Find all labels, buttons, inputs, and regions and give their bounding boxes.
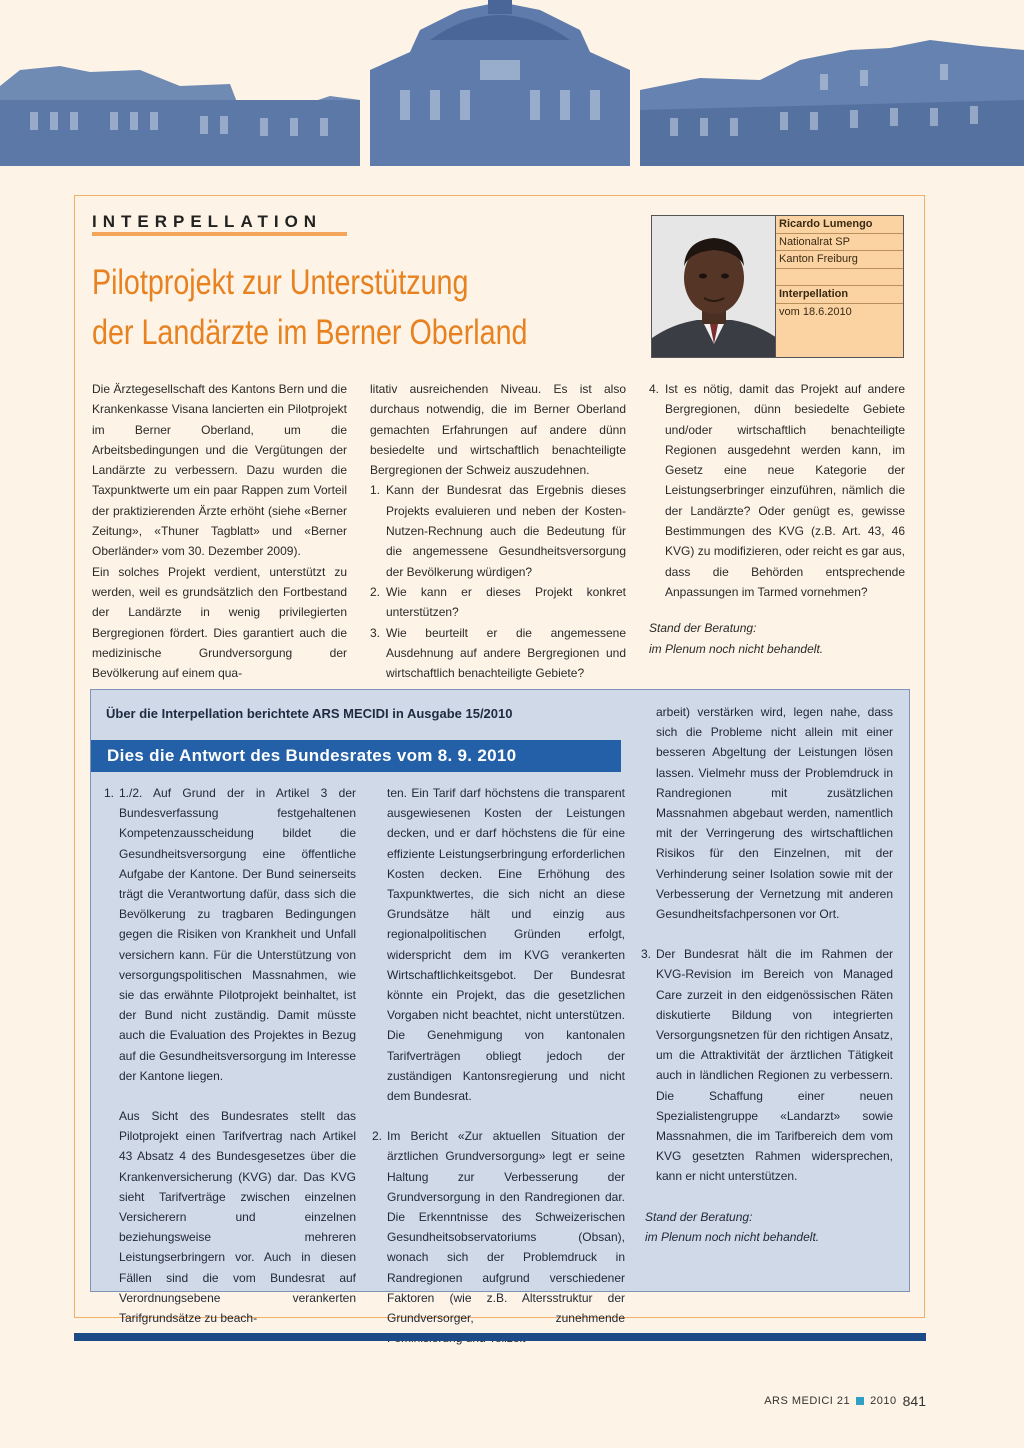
question-number: 1. (370, 483, 381, 498)
article-column-2 (370, 379, 626, 683)
footer-square-icon (856, 1397, 864, 1405)
answer-paragraph: Aus Sicht des Bundesrates stellt das Pilotprojekt einen Tarifvertrag nach Artikel 43 Absatz 4 des Bundesgesetzes über die Krankenversicherung (KVG) dar. Das KVG sieht Tarifverträge zwischen einzelnen Versicherern und einzelnen beziehungsweise mehreren Leistungserbringern vor. Auch in diesen Fällen sind die vom Bundesrat auf Verordnungsebene verankerten Tarifgrundsätze zu beach- (119, 1109, 356, 1326)
answer-number: 1. (104, 786, 115, 800)
answer-number: 3. (641, 947, 652, 962)
answer-text: Im Bericht «Zur aktuellen Situation der ärztlichen Grundversorgung» legt er seine Haltung zur Verbesserung der Grundversorgung in den Randregionen dar. Die Erkenntnisse des Schweizerischen Gesundheitsobservatoriums (Obsan), wonach sich der Problemdruck in Randregionen aufgrund verschiedener Faktoren (wie z.B. Altersstruktur der Grundversorger, zunehmende (387, 1129, 625, 1326)
question-item (370, 623, 626, 684)
answer-column-2 (372, 783, 625, 1348)
parliament-building-illustration (0, 0, 1024, 166)
article-title-line2: der Landärzte im Berner Oberland (92, 313, 528, 352)
interpellation-date: vom 18.6.2010 (779, 305, 852, 318)
page-number: 841 (902, 1393, 926, 1409)
answer-text: Der Bundesrat hält die im Rahmen der KVG-Revision im Bereich von Managed Care zurzeit in den eidgenössischen Räten diskutierte Bildung von integrierten Versorgungsnetzen für den richtigen Ansatz, um die Attraktivität der ärztlichen Tätigkeit auch in ländlichen Regionen zu verbessern. Die Schaffung einer neuen Spezialistengruppe «Landarzt» sowie Massnahmen, die im Tarifbereich dem vom KVG gesetzten Rahmen widersprechen, kann er nicht unterstützen. (656, 947, 893, 1184)
question-number: 3. (370, 625, 381, 640)
answer-column-3 (641, 702, 893, 1247)
answer-intro: Über die Interpellation berichtete ARS MECIDI in Ausgabe 15/2010 (106, 706, 513, 721)
question-item (649, 379, 905, 602)
question-text: Ist es nötig, damit das Projekt auf andere Bergregionen, dünn besiedelte Gebiete und/oder wirtschaftlich benachteiligte Regionen ausgedehnt werden kann, im Gesetz eine neue Kategorie der Leistungserbringer einzuführen, nämlich die der Landärzte? Oder genügt es, gewisse Bestimmungen des KVG (z.B. Art. 43, 46 KVG) zu modifizieren, oder reicht es gar aus, dass die Behörden entsprechende Anpassungen im Tarmed vornehmen? (665, 382, 905, 599)
infobox-spacer (776, 269, 903, 287)
answer-item (372, 1126, 625, 1348)
paragraph: Die Ärztegesellschaft des Kantons Bern und die Krankenkasse Visana lancierten ein Pilotprojekt im Berner Oberland, um die Arbeitsbedingungen und die Vergütungen der Landärzte zu verbessern. Dazu wurden die Taxpunktwerte um ein paar Rappen zum Vorteil der praktizierenden Ärzte erhöht (siehe «Berner Zeitung», «Thuner Tagblatt» und «Berner Oberländer» vom 30. Dezember 2009). (92, 382, 347, 559)
status-label: Stand der Beratung: (649, 621, 757, 636)
status-label: Stand der Beratung: (645, 1209, 753, 1224)
author-photo (651, 215, 776, 358)
answer-column-1 (104, 783, 356, 1328)
author-name: Ricardo Lumengo (776, 216, 903, 234)
question-text: Wie beurteilt er die angemessene Ausdehnung auf andere Bergregionen und wirtschaftlich benachteiligte Gebiete? (386, 625, 626, 681)
status-text: im Plenum noch nicht behandelt. (645, 1229, 820, 1244)
portrait-photo (652, 216, 776, 358)
answer-paragraph: arbeit) verstärken wird, legen nahe, dass sich die Probleme nicht allein mit einer besseren Abgeltung der Leistungen lösen lassen. Vielmehr muss der Problemdruck in Randregionen mit zusätzlichen Massnahmen abgebaut werden, namentlich mit der Verringerung des wirtschaftlichen Risikos für den Einzelnen, mit der Verhinderung seiner Isolation sowie mit der Verbesserung der Vernetzung mit anderen Gesundheitsfachpersonen vor Ort. (656, 705, 893, 922)
answer-text: 1./2. Auf Grund der in Artikel 3 der Bundesverfassung festgehaltenen Kompetenzausscheidung bildet die Gesundheitsversorgung eine öffentliche Aufgabe der Kantone. Der Bund seinerseits trägt die Verantwortung dafür, dass sich die Bevölkerung zu tragbaren Bedingungen gegen die Risiken von Krankheit und Unfall versichern kann. Für die Unterstützung von versorgungspolitischen Massnahmen, wie sie das erwähnte Pilotprojekt beinhaltet, ist der Bund nicht zuständig. Damit müsste auch die Evaluation des Projektes in Bezug auf die Gesundheitsversorgung im Interesse der Kantone liegen. (119, 786, 356, 1083)
status-text: im Plenum noch nicht behandelt. (649, 641, 824, 656)
paragraph: Ein solches Projekt verdient, unterstützt zu werden, weil es grundsätzlich den Fortbestand der Landärzte in wenig privilegierten Bergregionen fördert. Dies garantiert auch die medizinische Grundversorgung der Bevölkerung auf einem qua- (92, 564, 347, 681)
question-text: Wie kann er dieses Projekt konkret unterstützen? (386, 584, 626, 620)
article-title-line1: Pilotprojekt zur Unterstützung (92, 263, 469, 302)
question-number: 2. (370, 584, 381, 599)
section-label: INTERPELLATION (92, 212, 347, 236)
question-item (370, 480, 626, 581)
publication-name: ARS MEDICI 21 (764, 1395, 851, 1407)
author-canton: Kanton Freiburg (776, 251, 903, 269)
author-infobox (776, 215, 904, 358)
question-number: 4. (649, 382, 660, 396)
answer-number: 2. (372, 1129, 383, 1144)
interpellation-label: Interpellation (776, 286, 903, 304)
answer-item (641, 944, 893, 1186)
answer-paragraph: ten. Ein Tarif darf höchstens die transparent ausgewiesenen Kosten der Leistungen decken, und er darf höchstens die für eine effiziente Leistungserbringung erforderlichen Kosten decken. Eine Erhöhung des Taxpunktwertes, die sich nicht an diese Grundsätze hält und einzig aus regionalpolitischen Gründen erfolgt, widerspricht dem im KVG verankerten Wirtschaftlichkeitsgebot. Der Bundesrat könnte ein Projekt, das die gesetzlichen Vorgaben nicht beachtet, nicht unterstützen. Die Genehmigung von kantonalen Tarifverträgen obliegt jedoch der zuständigen Kantonsregierung und nicht dem Bundesrat. (387, 786, 625, 1104)
article-column-3 (649, 379, 905, 659)
header-banner (0, 0, 1024, 166)
page-footer (764, 1393, 926, 1409)
paragraph: litativ ausreichenden Niveau. Es ist also durchaus notwendig, die im Berner Oberland gemachten Erfahrungen auf andere dünn besiedelte und wirtschaftlich benachteiligte Bergregionen der Schweiz auszudehnen. (370, 382, 626, 478)
publication-year: 2010 (870, 1395, 897, 1407)
answer-title: Dies die Antwort des Bundesrates vom 8. 9. 2010 (91, 740, 621, 772)
question-text: Kann der Bundesrat das Ergebnis dieses Projekts evaluieren und neben der Kosten-Nutzen-Rechnung auch die Bedeutung für die angemessene Gesundheitsversorgung der Bevölkerung würdigen? (386, 483, 626, 579)
answer-item (104, 783, 356, 1086)
author-role: Nationalrat SP (776, 234, 903, 252)
question-item (370, 582, 626, 623)
article-column-1 (92, 379, 347, 683)
article-title (92, 258, 551, 358)
footer-rule (74, 1333, 926, 1341)
